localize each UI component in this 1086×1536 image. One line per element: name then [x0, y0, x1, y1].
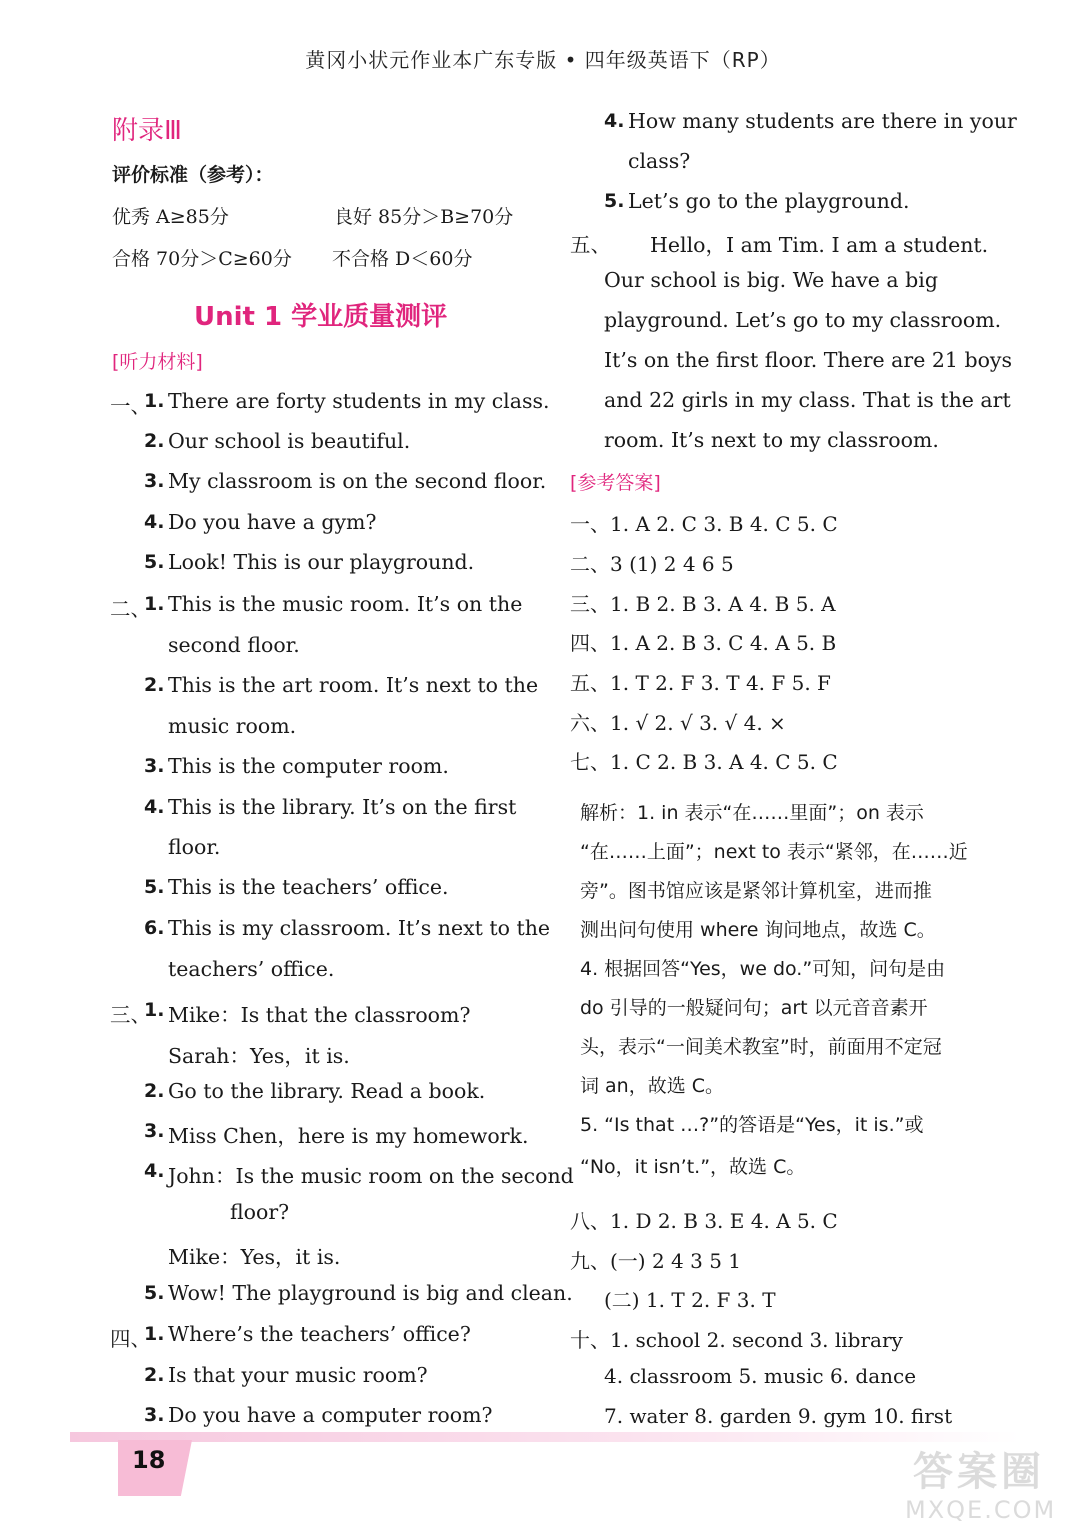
item-number: 2.	[144, 674, 165, 696]
answer-row: 六、1. √ 2. √ 3. √ 4. ×	[570, 711, 786, 735]
listening-item: Do you have a gym?	[168, 510, 377, 534]
passage-line: and 22 girls in my class. That is the art	[604, 388, 1011, 412]
listening-item-cont: music room.	[168, 714, 297, 738]
answer-row: 4. classroom 5. music 6. dance	[604, 1364, 917, 1388]
dialogue-line: Go to the library. Read a book.	[168, 1079, 486, 1103]
item-number: 1.	[144, 390, 165, 412]
passage-line: It’s on the first floor. There are 21 boys	[604, 348, 1013, 372]
passage-line: playground. Let’s go to my classroom.	[604, 308, 1002, 332]
watermark-text: 答案圈	[913, 1449, 1045, 1495]
answer-row: 七、1. C 2. B 3. A 4. C 5. C	[570, 750, 838, 774]
explanation-line: 4. 根据回答“Yes，we do.”可知，问句是由	[580, 958, 946, 980]
listening-item: This is the computer room.	[168, 754, 449, 778]
explanation-line: do 引导的一般疑问句；art 以元音音素开	[580, 997, 928, 1019]
item-number: 2.	[144, 1080, 165, 1102]
listening-item: Our school is beautiful.	[168, 429, 411, 453]
page-number: 18	[132, 1446, 166, 1474]
listening-item: Let’s go to the playground.	[628, 189, 910, 213]
section-5-label: 五、	[570, 233, 611, 257]
item-number: 4.	[144, 796, 165, 818]
listening-item: This is the library. It’s on the first	[168, 795, 517, 819]
listening-item: Look! This is our playground.	[168, 550, 475, 574]
explanation-line: 头，表示“一间美术教室”时，前面用不定冠	[580, 1036, 942, 1058]
dialogue-line: Mike：Is that the classroom?	[168, 1003, 471, 1027]
watermark-url: MXQE.COM	[905, 1496, 1057, 1524]
passage-line: Our school is big. We have a big	[604, 268, 938, 292]
passage-line: room. It’s next to my classroom.	[604, 428, 939, 452]
item-number: 1.	[144, 1323, 165, 1345]
listening-item: This is the art room. It’s next to the	[168, 673, 539, 697]
item-number: 5.	[144, 551, 165, 573]
item-number: 5.	[604, 190, 625, 212]
dialogue-line-cont: floor?	[230, 1200, 290, 1224]
section-3-label: 三、	[110, 1003, 151, 1027]
appendix-title: 附录Ⅲ	[112, 116, 182, 146]
answer-row: 7. water 8. garden 9. gym 10. first	[604, 1404, 953, 1428]
explanation-line: 5. “Is that …?”的答语是“Yes，it is.”或	[580, 1114, 924, 1136]
answer-row: 九、(一) 2 4 3 5 1	[570, 1249, 742, 1273]
item-number: 4.	[604, 110, 625, 132]
answer-tag: [参考答案]	[570, 472, 661, 494]
item-number: 1.	[144, 999, 165, 1021]
explanation-line: 解析：1. in 表示“在……里面”；on 表示	[580, 802, 924, 824]
answer-row: 八、1. D 2. B 3. E 4. A 5. C	[570, 1209, 838, 1233]
answer-row: 十、1. school 2. second 3. library	[570, 1328, 903, 1352]
listening-item-cont: second floor.	[168, 633, 300, 657]
dialogue-line: Sarah：Yes，it is.	[168, 1044, 350, 1068]
explanation-line: “No，it isn’t.”，故选 C。	[580, 1156, 806, 1178]
item-number: 3.	[144, 1120, 165, 1142]
watermark-logo	[905, 1440, 1075, 1530]
item-number: 3.	[144, 1404, 165, 1426]
item-number: 1.	[144, 593, 165, 615]
explanation-line: 旁”。图书馆应该是紧邻计算机室，进而推	[580, 880, 932, 902]
listening-item: My classroom is on the second floor.	[168, 469, 547, 493]
grade-pass: 合格 70分＞C≥60分	[112, 248, 292, 270]
listening-item: This is the teachers’ office.	[168, 875, 449, 899]
item-number: 2.	[144, 430, 165, 452]
item-number: 5.	[144, 876, 165, 898]
listening-item: This is the music room. It’s on the	[168, 592, 523, 616]
footer-bar	[70, 1432, 1020, 1442]
listening-item: How many students are there in your	[628, 109, 1017, 133]
answer-row: 三、1. B 2. B 3. A 4. B 5. A	[570, 592, 836, 616]
page-header: 黄冈小状元作业本广东专版 • 四年级英语下（RP）	[305, 48, 781, 72]
item-number: 2.	[144, 1364, 165, 1386]
listening-item: Is that your music room?	[168, 1363, 428, 1387]
dialogue-line: Mike：Yes，it is.	[168, 1245, 341, 1269]
item-number: 3.	[144, 470, 165, 492]
answer-row: 四、1. A 2. B 3. C 4. A 5. B	[570, 631, 837, 655]
section-1-label: 一、	[110, 394, 151, 418]
grade-excellent: 优秀 A≥85分	[112, 206, 229, 228]
item-number: 4.	[144, 1160, 165, 1182]
listening-item: Do you have a computer room?	[168, 1403, 493, 1427]
grade-fail: 不合格 D＜60分	[332, 248, 473, 270]
item-number: 5.	[144, 1282, 165, 1304]
section-2-label: 二、	[110, 597, 151, 621]
listening-item: There are forty students in my class.	[168, 389, 550, 413]
item-number: 3.	[144, 755, 165, 777]
dialogue-line: Miss Chen，here is my homework.	[168, 1124, 529, 1148]
listening-item-cont: teachers’ office.	[168, 957, 335, 981]
listening-item-cont: class?	[628, 149, 691, 173]
item-number: 4.	[144, 511, 165, 533]
answer-row: 五、1. T 2. F 3. T 4. F 5. F	[570, 671, 831, 695]
explanation-line: 测出问句使用 where 询问地点，故选 C。	[580, 919, 936, 941]
dialogue-line: Wow! The playground is big and clean.	[168, 1281, 573, 1305]
answer-row: (二) 1. T 2. F 3. T	[604, 1288, 776, 1312]
listening-item-cont: floor.	[168, 835, 221, 859]
answer-row: 一、1. A 2. C 3. B 4. C 5. C	[570, 512, 838, 536]
criteria-title: 评价标准（参考）：	[112, 164, 274, 186]
explanation-line: “在……上面”；next to 表示“紧邻，在……近	[580, 841, 968, 863]
listening-item: Where’s the teachers’ office?	[168, 1322, 471, 1346]
listening-tag: [听力材料]	[112, 351, 203, 373]
answer-row: 二、3 (1) 2 4 6 5	[570, 552, 734, 576]
listening-item: This is my classroom. It’s next to the	[168, 916, 551, 940]
section-4-label: 四、	[110, 1327, 151, 1351]
unit-title: Unit 1 学业质量测评	[194, 302, 448, 332]
grade-good: 良好 85分＞B≥70分	[334, 206, 514, 228]
item-number: 6.	[144, 917, 165, 939]
passage-line: Hello，I am Tim. I am a student.	[650, 233, 989, 257]
explanation-line: 词 an，故选 C。	[580, 1075, 725, 1097]
dialogue-line: John：Is the music room on the second	[168, 1164, 574, 1188]
